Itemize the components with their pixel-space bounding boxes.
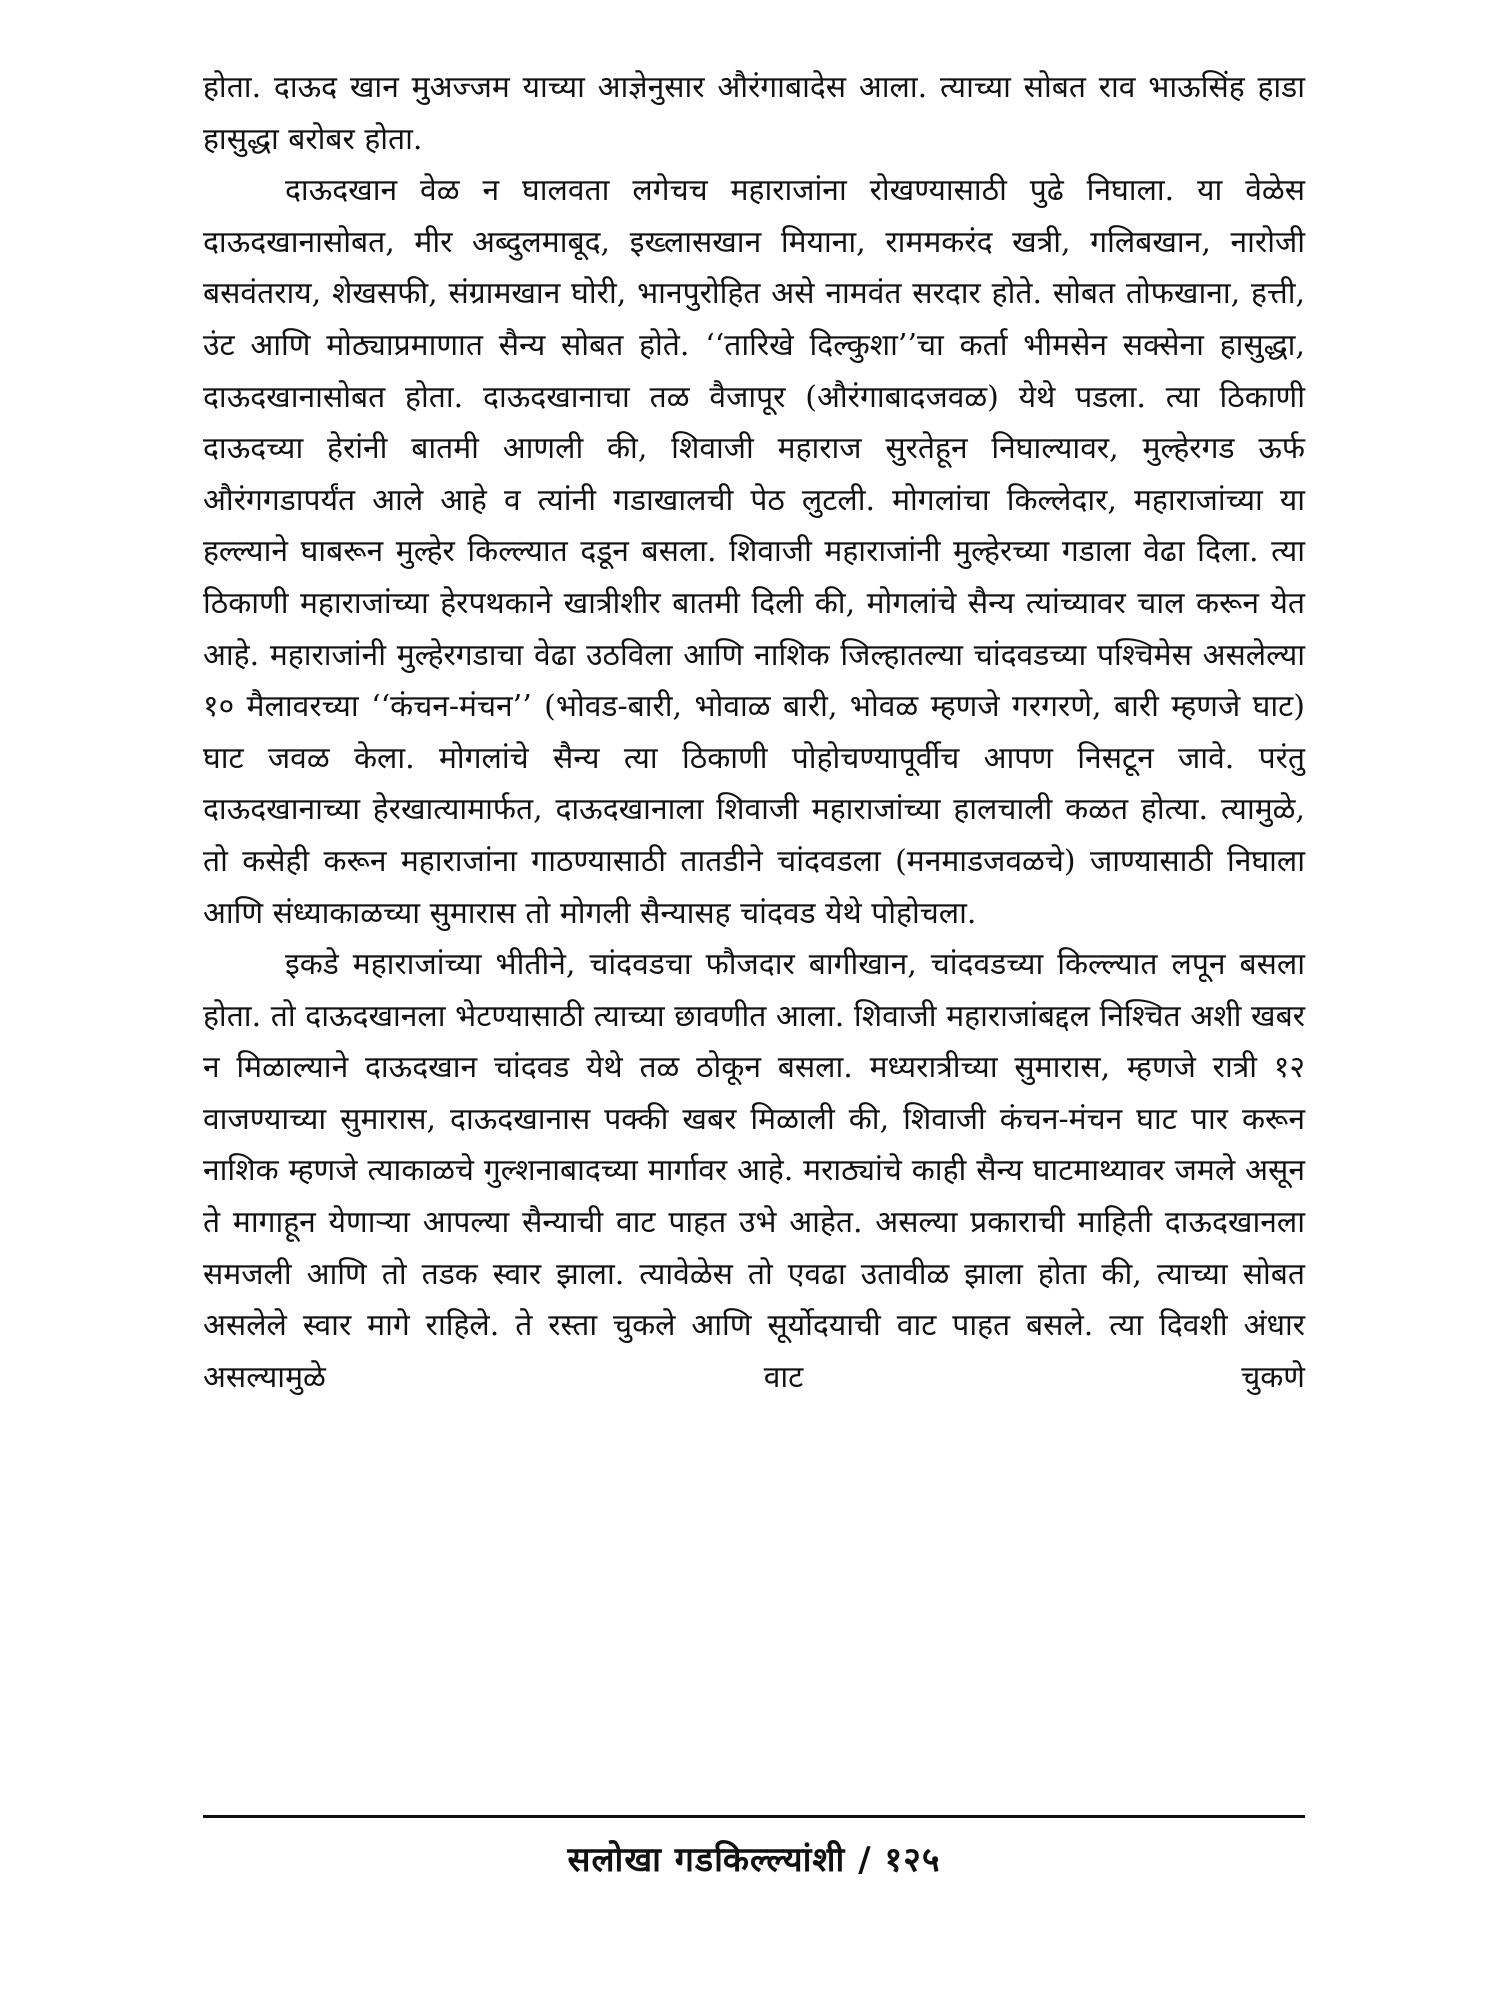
footer-divider bbox=[203, 1815, 1305, 1818]
paragraph-2: दाऊदखान वेळ न घालवता लगेचच महाराजांना रोखण्यासाठी पुढे निघाला. या वेळेस दाऊदखानासोबत, मीर अब्दुलमाबूद, इख्लासखान मियाना, राममकरंद खत्री, गलिबखान, नारोजी बसवंतराय, शेखसफी, संग्रामखान घोरी, भानपुरोहित असे नामवंत सरदार होते. सोबत तोफखाना, हत्ती, उंट आणि मोठ्याप्रमाणात सैन्य सोबत होते. ‘‘तारिखे दिल्कुशा’’चा कर्ता भीमसेन सक्सेना हासुद्धा, दाऊदखानासोबत होता. दाऊदखानाचा तळ वैजापूर (औरंगाबादजवळ) येथे पडला. त्या ठिकाणी दाऊदच्या हेरांनी बातमी आणली की, शिवाजी महाराज सुरतेहून निघाल्यावर, मुल्हेरगड ऊर्फ औरंगगडापर्यंत आले आहे व त्यांनी गडाखालची पेठ लुटली. मोगलांचा किल्लेदार, महाराजांच्या या हल्ल्याने घाबरून मुल्हेर किल्ल्यात दडून बसला. शिवाजी महाराजांनी मुल्हेरच्या गडाला वेढा दिला. त्या ठिकाणी महाराजांच्या हेरपथकाने खात्रीशीर बातमी दिली की, मोगलांचे सैन्य त्यांच्यावर चाल करून येत आहे. महाराजांनी मुल्हेरगडाचा वेढा उठविला आणि नाशिक जिल्हातल्या चांदवडच्या पश्चिमेस असलेल्या १० मैलावरच्या ‘‘कंचन-मंचन’’ (भोवड-बारी, भोवाळ बारी, भोवळ म्हणजे गरगरणे, बारी म्हणजे घाट) घाट जवळ केला. मोगलांचे सैन्य त्या ठिकाणी पोहोचण्यापूर्वीच आपण निसटून जावे. परंतु दाऊदखानाच्या हेरखात्यामार्फत, दाऊदखानाला शिवाजी महाराजांच्या हालचाली कळत होत्या. त्यामुळे, तो कसेही करून महाराजांना गाठण्यासाठी तातडीने चांदवडला (मनमाडजवळचे) जाण्यासाठी निघाला आणि संध्याकाळच्या सुमारास तो मोगली सैन्यासह चांदवड येथे पोहोचला. bbox=[203, 173, 1305, 931]
book-page bbox=[203, 62, 1305, 1962]
book-title: सलोखा गडकिल्ल्यांशी bbox=[567, 1840, 846, 1880]
paragraph-1: होता. दाऊद खान मुअज्जम याच्या आज्ञेनुसार औरंगाबादेस आला. त्याच्या सोबत राव भाऊसिंह हाडा हासुद्धा बरोबर होता. bbox=[203, 70, 1305, 157]
footer-separator: / bbox=[858, 1840, 872, 1880]
page-number: १२५ bbox=[884, 1840, 941, 1880]
paragraph-3: इकडे महाराजांच्या भीतीने, चांदवडचा फौजदार बागीखान, चांदवडच्या किल्ल्यात लपून बसला होता. तो दाऊदखानला भेटण्यासाठी त्याच्या छावणीत आला. शिवाजी महाराजांबद्दल निश्चित अशी खबर न मिळाल्याने दाऊदखान चांदवड येथे तळ ठोकून बसला. मध्यरात्रीच्या सुमारास, म्हणजे रात्री १२ वाजण्याच्या सुमारास, दाऊदखानास पक्की खबर मिळाली की, शिवाजी कंचन-मंचन घाट पार करून नाशिक म्हणजे त्याकाळचे गुल्शनाबादच्या मार्गावर आहे. मराठ्यांचे काही सैन्य घाटमाथ्यावर जमले असून ते मागाहून येणाऱ्या आपल्या सैन्याची वाट पाहत उभे आहेत. असल्या प्रकाराची माहिती दाऊदखानला समजली आणि तो तडक स्वार झाला. त्यावेळेस तो एवढा उतावीळ झाला होता की, त्याच्या सोबत असलेले स्वार मागे राहिले. ते रस्ता चुकले आणि सूर्योदयाची वाट पाहत बसले. त्या दिवशी अंधार असल्यामुळे वाट चुकणे bbox=[203, 947, 1305, 1395]
page-footer bbox=[203, 1835, 1305, 1881]
